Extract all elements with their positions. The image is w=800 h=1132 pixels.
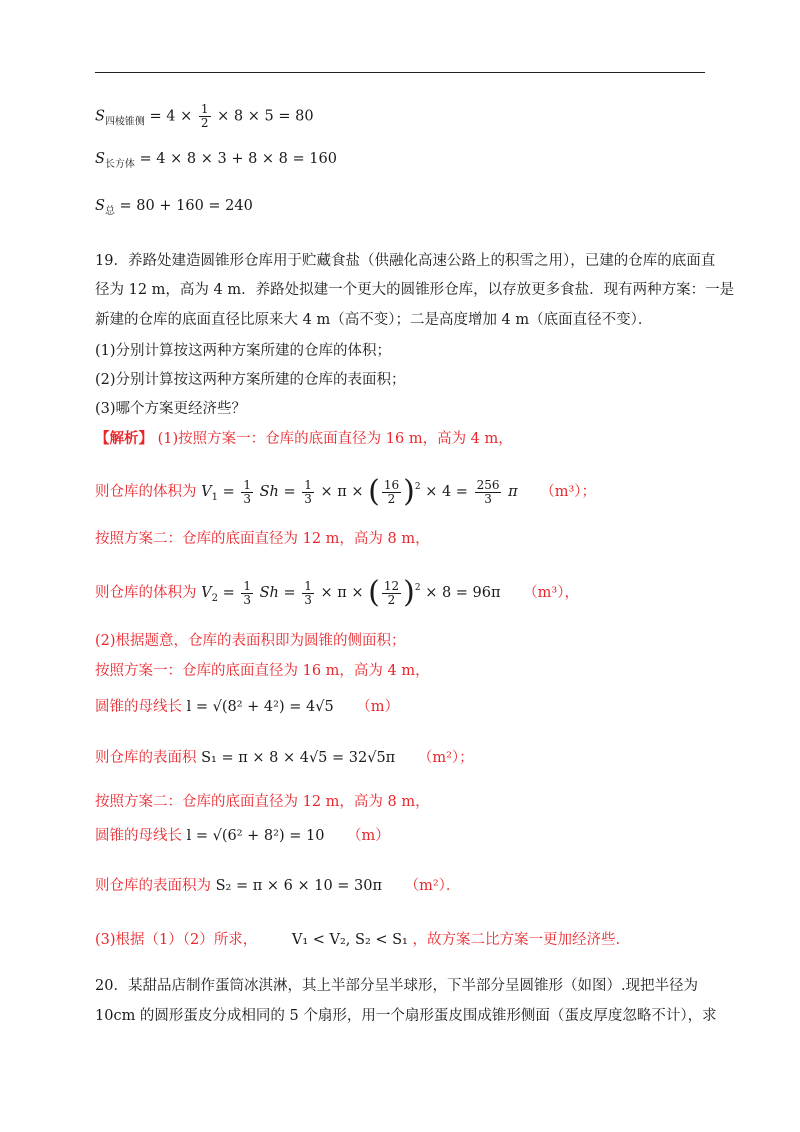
solution-area2: 则仓库的表面积为 S₂ = π × 6 × 10 = 30π （m²）． <box>95 878 461 894</box>
solution-part2-intro: (2)根据题意，仓库的表面积即为圆锥的侧面积； <box>95 633 406 649</box>
header-rule <box>95 72 705 73</box>
q19-sub2: (2)分别计算按这两种方案所建的仓库的表面积； <box>95 372 406 388</box>
solution-slant2: 圆锥的母线长 l = √(6² + 8²) = 10 （m） <box>95 828 390 844</box>
solution-part1-plan1: 【解析】 (1)按照方案一：仓库的底面直径为 16 m，高为 4 m， <box>95 430 513 447</box>
q19-sub3: (3)哪个方案更经济些？ <box>95 401 247 417</box>
area1-formula: S₁ = π × 8 × 4√5 = 32√5π <box>201 750 396 766</box>
solution-slant1: 圆锥的母线长 l = √(8² + 4²) = 4√5 （m） <box>95 699 400 715</box>
q20-line1: 20．某甜品店制作蛋筒冰淇淋，其上半部分呈半球形，下半部分呈圆锥形（如图）.现把半径为 <box>95 978 699 994</box>
q19-line3: 新建的仓库的底面直径比原来大 4 m（高不变）；二是高度增加 4 m（底面直径不变）． <box>95 312 653 328</box>
q19-sub1: (1)分别计算按这两种方案所建的仓库的体积； <box>95 343 392 359</box>
comparison-formula: V₁ < V₂, S₂ < S₁ <box>291 932 408 948</box>
solution-part2-plan1: 按照方案一：仓库的底面直径为 16 m，高为 4 m， <box>95 663 430 679</box>
area2-formula: S₂ = π × 6 × 10 = 30π <box>215 878 383 894</box>
volume1-formula: $V_1$ = $\frac{1}{3}$ Sh = $\frac{1}{3}$ × π × ( $\frac{16}{2}$ )$^2$ × 4 = $\frac{256}{3}$ π <box>201 474 518 509</box>
solution-volume1: 则仓库的体积为 $V_1$ = $\frac{1}{3}$ Sh = $\frac{1}{3}$ × π × ( $\frac{16}{2}$ )$^2$ × 4 = $\frac{256}{3}$ π （m³）； <box>95 474 597 509</box>
solution-part3: (3)根据（1）（2）所求， V₁ < V₂, S₂ < S₁ ，故方案二比方案一更加经济些. <box>95 932 621 948</box>
volume2-formula: $V_2$ = $\frac{1}{3}$ Sh = $\frac{1}{3}$ × π × ( $\frac{12}{2}$ )$^2$ × 8 = 96π <box>201 575 501 610</box>
q20-line2: 10cm 的圆形蛋皮分成相同的 5 个扇形，用一个扇形蛋皮围成锥形侧面（蛋皮厚度忽略不计），求 <box>95 1008 717 1024</box>
solution-plan2: 按照方案二：仓库的底面直径为 12 m，高为 8 m， <box>95 531 430 547</box>
solution-tag: 【解析】 <box>95 430 153 447</box>
fraction-half: $\frac{1}{2}$ <box>200 102 209 130</box>
slant2-formula: l = √(6² + 8²) = 10 <box>186 828 325 844</box>
equation-cuboid: $S_{长方体} = 4 \times 8 \times 3 + 8 \times 8 = 160$ <box>95 151 337 170</box>
equation-pyramid-lateral: $S_{四棱锥侧} = 4$ × $\frac{1}{2}$ × 8 × 5 = 80 <box>95 102 314 130</box>
q19-line2: 径为 12 m，高为 4 m．养路处拟建一个更大的圆锥形仓库，以存放更多食盐．现有两种方案：一是 <box>95 282 735 298</box>
solution-volume2: 则仓库的体积为 $V_2$ = $\frac{1}{3}$ Sh = $\frac{1}{3}$ × π × ( $\frac{12}{2}$ )$^2$ × 8 = 96π （m³）， <box>95 575 579 610</box>
equation-total: $S_总 = 80 + 160 = 240$ <box>95 198 253 217</box>
solution-area1: 则仓库的表面积 S₁ = π × 8 × 4√5 = 32√5π （m²）； <box>95 750 474 766</box>
q19-line1: 19．养路处建造圆锥形仓库用于贮藏食盐（供融化高速公路上的积雪之用），已建的仓库的底面直 <box>95 253 716 269</box>
solution-part2-plan2: 按照方案二：仓库的底面直径为 12 m，高为 8 m， <box>95 794 430 810</box>
slant1-formula: l = √(8² + 4²) = 4√5 <box>186 699 334 715</box>
